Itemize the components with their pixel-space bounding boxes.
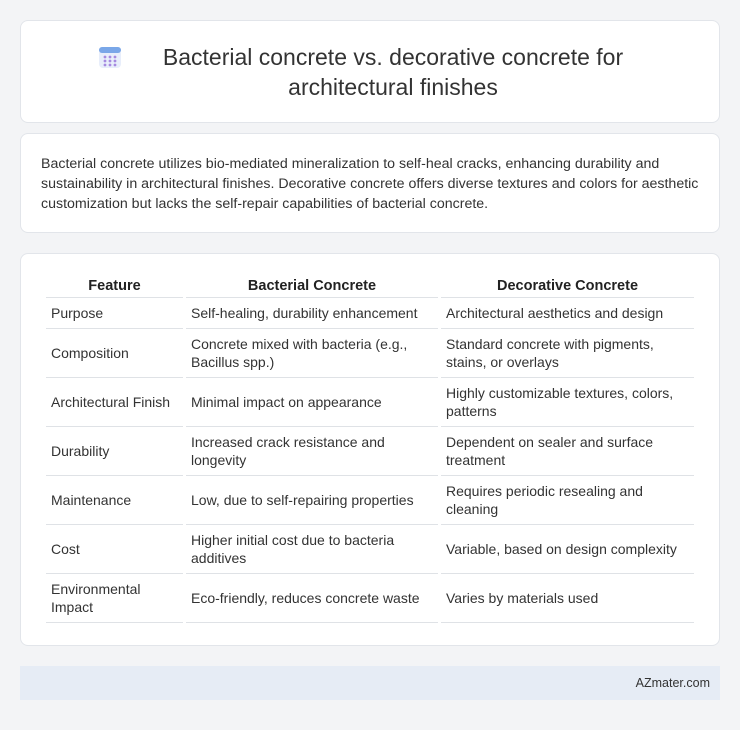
table-header-row	[46, 274, 694, 298]
title-card	[20, 20, 720, 123]
header-bacterial: Bacterial Concrete	[186, 274, 438, 298]
cell-decorative: Standard concrete with pigments, stains, or overlays	[441, 329, 694, 378]
page-title: Bacterial concrete vs. decorative concrete for architectural finishes	[162, 43, 624, 100]
calendar-icon	[97, 44, 123, 70]
cell-decorative: Highly customizable textures, colors, patterns	[441, 378, 694, 427]
cell-decorative: Requires periodic resealing and cleaning	[441, 476, 694, 525]
table-row	[46, 329, 694, 378]
cell-bacterial: Higher initial cost due to bacteria additives	[186, 525, 438, 574]
cell-decorative: Variable, based on design complexity	[441, 525, 694, 574]
header-feature: Feature	[46, 274, 183, 298]
cell-bacterial: Increased crack resistance and longevity	[186, 427, 438, 476]
cell-feature: Durability	[46, 427, 183, 476]
cell-decorative: Varies by materials used	[441, 574, 694, 623]
table-row	[46, 427, 694, 476]
cell-bacterial: Concrete mixed with bacteria (e.g., Bacillus spp.)	[186, 329, 438, 378]
summary-card	[20, 133, 720, 233]
cell-feature: Environmental Impact	[46, 574, 183, 623]
title-wrap	[97, 42, 643, 102]
header-decorative: Decorative Concrete	[441, 274, 694, 298]
cell-bacterial: Low, due to self-repairing properties	[186, 476, 438, 525]
table-card	[20, 253, 720, 646]
cell-feature: Purpose	[46, 298, 183, 329]
cell-bacterial: Self-healing, durability enhancement	[186, 298, 438, 329]
table-row	[46, 476, 694, 525]
cell-feature: Maintenance	[46, 476, 183, 525]
cell-bacterial: Minimal impact on appearance	[186, 378, 438, 427]
comparison-table	[43, 274, 697, 623]
table-row	[46, 378, 694, 427]
cell-feature: Architectural Finish	[46, 378, 183, 427]
cell-decorative: Architectural aesthetics and design	[441, 298, 694, 329]
footer	[20, 666, 720, 700]
footer-brand[interactable]: AZmater.com	[635, 676, 710, 690]
table-row	[46, 574, 694, 623]
table-row	[46, 525, 694, 574]
cell-feature: Composition	[46, 329, 183, 378]
table-row	[46, 298, 694, 329]
cell-feature: Cost	[46, 525, 183, 574]
cell-decorative: Dependent on sealer and surface treatment	[441, 427, 694, 476]
summary-text: Bacterial concrete utilizes bio-mediated mineralization to self-heal cracks, enhancing durability and sustainability in architectural finishes. Decorative concrete offers diverse textures and colors for aesthetic customization but lacks the self-repair capabilities of bacterial concrete.	[41, 156, 699, 212]
cell-bacterial: Eco-friendly, reduces concrete waste	[186, 574, 438, 623]
